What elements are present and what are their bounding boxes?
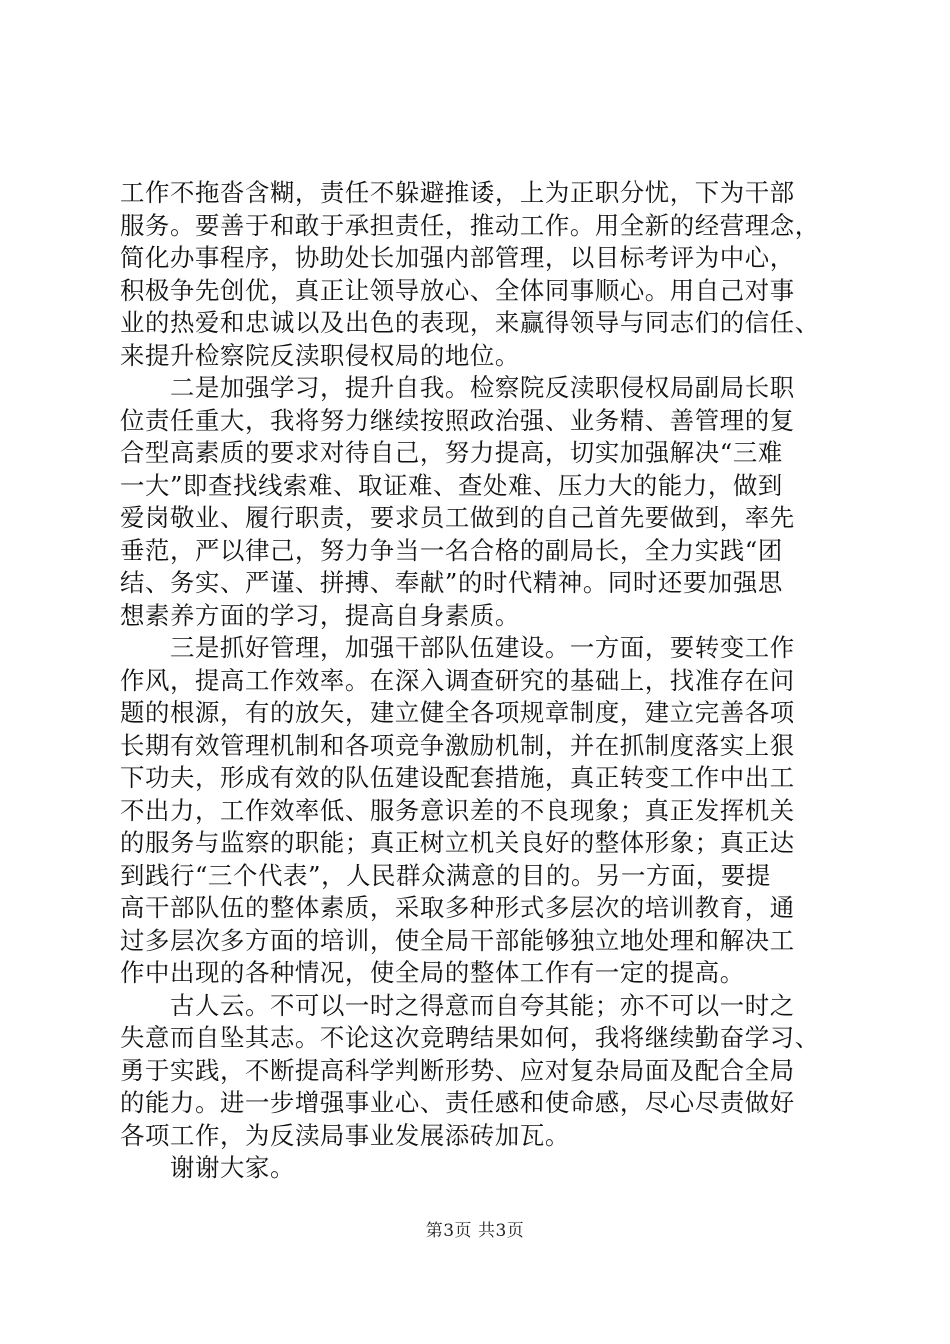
text-line: 简化办事程序，协助处长加强内部管理，以目标考评为中心， [120, 243, 795, 272]
text-line: 一大”即查找线索难、取证难、查处难、压力大的能力，做到 [120, 470, 783, 500]
text-line: 古人云。不可以一时之得意而自夸其能；亦不可以一时之 [170, 990, 795, 1020]
text-line: 业的热爱和忠诚以及出色的表现，来赢得领导与同志们的信任、 [120, 308, 820, 337]
closing-line: 谢谢大家。 [170, 1153, 295, 1182]
text-line: 服务。要善于和敢于承担责任，推动工作。用全新的经营理念， [120, 210, 820, 240]
text-line: 合型高素质的要求对待自己，努力提高，切实加强解决“三难 [120, 438, 783, 467]
text-line: 作中出现的各种情况，使全局的整体工作有一定的提高。 [120, 958, 745, 987]
text-line: 到践行“三个代表”，人民群众满意的目的。另一方面，要提 [120, 860, 771, 890]
text-line: 二是加强学习，提升自我。检察院反渎职侵权局副局长职 [170, 373, 795, 402]
text-line: 位责任重大，我将努力继续按照政治强、业务精、善管理的复 [120, 405, 795, 435]
text-line: 过多层次多方面的培训，使全局干部能够独立地处理和解决工 [120, 925, 795, 955]
text-line: 三是抓好管理，加强干部队伍建设。一方面，要转变工作 [170, 633, 795, 662]
text-line: 结、务实、严谨、拼搏、奉献”的时代精神。同时还要加强思 [120, 568, 783, 597]
text-line: 的服务与监察的职能；真正树立机关良好的整体形象；真正达 [120, 828, 795, 857]
text-line: 长期有效管理机制和各项竞争激励机制，并在抓制度落实上狠 [120, 730, 795, 760]
text-line: 积极争先创优，真正让领导放心、全体同事顺心。用自己对事 [120, 275, 795, 305]
text-line: 失意而自坠其志。不论这次竞聘结果如何，我将继续勤奋学习、 [120, 1023, 820, 1052]
text-line: 爱岗敬业、履行职责，要求员工做到的自己首先要做到，率先 [120, 503, 795, 532]
text-line: 来提升检察院反渎职侵权局的地位。 [120, 340, 520, 370]
text-line: 题的根源，有的放矢，建立健全各项规章制度，建立完善各项 [120, 698, 795, 727]
text-line: 垂范，严以律己，努力争当一名合格的副局长，全力实践“团 [120, 535, 783, 565]
text-line: 不出力，工作效率低、服务意识差的不良现象；真正发挥机关 [120, 795, 795, 825]
text-line: 作风，提高工作效率。在深入调查研究的基础上，找准存在问 [120, 665, 795, 695]
text-line: 下功夫，形成有效的队伍建设配套措施，真正转变工作中出工 [120, 763, 795, 792]
text-line: 高干部队伍的整体素质，采取多种形式多层次的培训教育，通 [120, 893, 795, 922]
text-line: 想素养方面的学习，提高自身素质。 [120, 600, 520, 630]
page-footer: 第3页 共3页 [425, 1221, 525, 1241]
text-line: 各项工作，为反渎局事业发展添砖加瓦。 [120, 1120, 570, 1150]
text-line: 工作不拖沓含糊，责任不躲避推诿，上为正职分忧，下为干部 [120, 178, 795, 207]
document-body [120, 177, 832, 1185]
text-line: 的能力。进一步增强事业心、责任感和使命感，尽心尽责做好 [120, 1088, 795, 1117]
text-line: 勇于实践，不断提高科学判断形势、应对复杂局面及配合全局 [120, 1055, 795, 1085]
